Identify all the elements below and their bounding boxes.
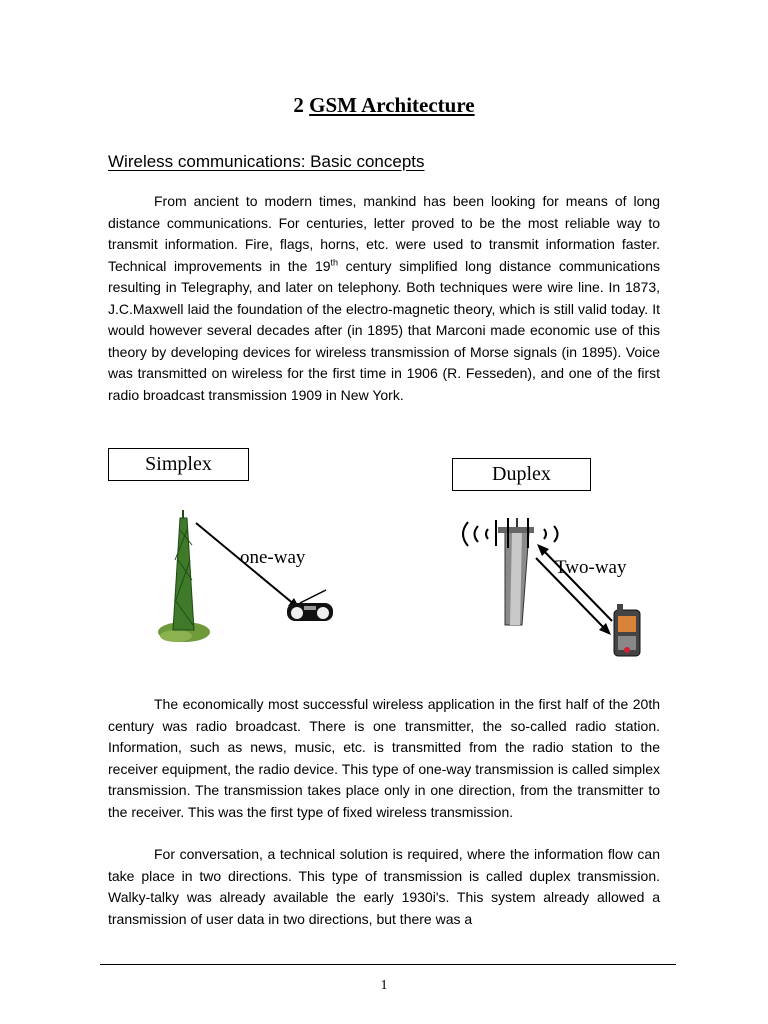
page-number: 1 [380, 978, 388, 993]
cell-tower-icon [463, 518, 558, 625]
paragraph1-superscript: th [330, 256, 339, 267]
duplex-label-box: Duplex [452, 458, 591, 491]
title-number: 2 [293, 93, 304, 117]
title-text: GSM Architecture [309, 93, 475, 117]
paragraph-duplex: For conversation, a technical solution is required, where the information flow can take place in two directions. This type of transmission is called duplex transmission. Walky-talky was already available the early 1930i's. This system already allowed a transmission of user data in two directions, but there was a [108, 846, 660, 927]
paragraph1-text-a: From ancient to modern times, mankind has been looking for means of long distance communications. For centuries, letter proved to be the most reliable way to transmit information. Fire, flags, horns, etc. were used to transmit information faster. Technical improvements in the 19 [108, 193, 660, 274]
paragraph1-text-b: century simplified long distance communications resulting in Telegraphy, and later on telephony. Both techniques were wire line. In 1873, J.C.Maxwell laid the foundation of the electro-magnetic theory, which is still valid today. It would however several decades after (in 1895) that Marconi made economic use of this theory by developing devices for wireless transmission of Morse signals (in 1895). Voice was transmitted on wireless for the first time in 1906 (R. Fesseden), and one of the first radio broadcast transmission 1909 in New York. [108, 257, 660, 403]
paragraph-simplex: The economically most successful wireless application in the first half of the 20th century was radio broadcast. There is one transmitter, the so-called radio station. Information, such as news, music, etc. is transmitted from the radio station to the receiver equipment, the radio device. This type of one-way transmission is called simplex transmission. The transmission takes place only in one direction, from the transmitter to the receiver. This was the first type of fixed wireless transmission. [108, 696, 660, 820]
two-way-label: Two-way [555, 557, 627, 578]
one-way-label: one-way [240, 547, 306, 568]
radio-receiver-icon [287, 590, 333, 621]
radio-tower-icon [158, 510, 210, 642]
section-heading: Wireless communications: Basic concepts [108, 152, 425, 171]
footer-divider [100, 964, 676, 965]
simplex-label-box: Simplex [108, 448, 249, 481]
mobile-phone-icon [614, 604, 640, 656]
